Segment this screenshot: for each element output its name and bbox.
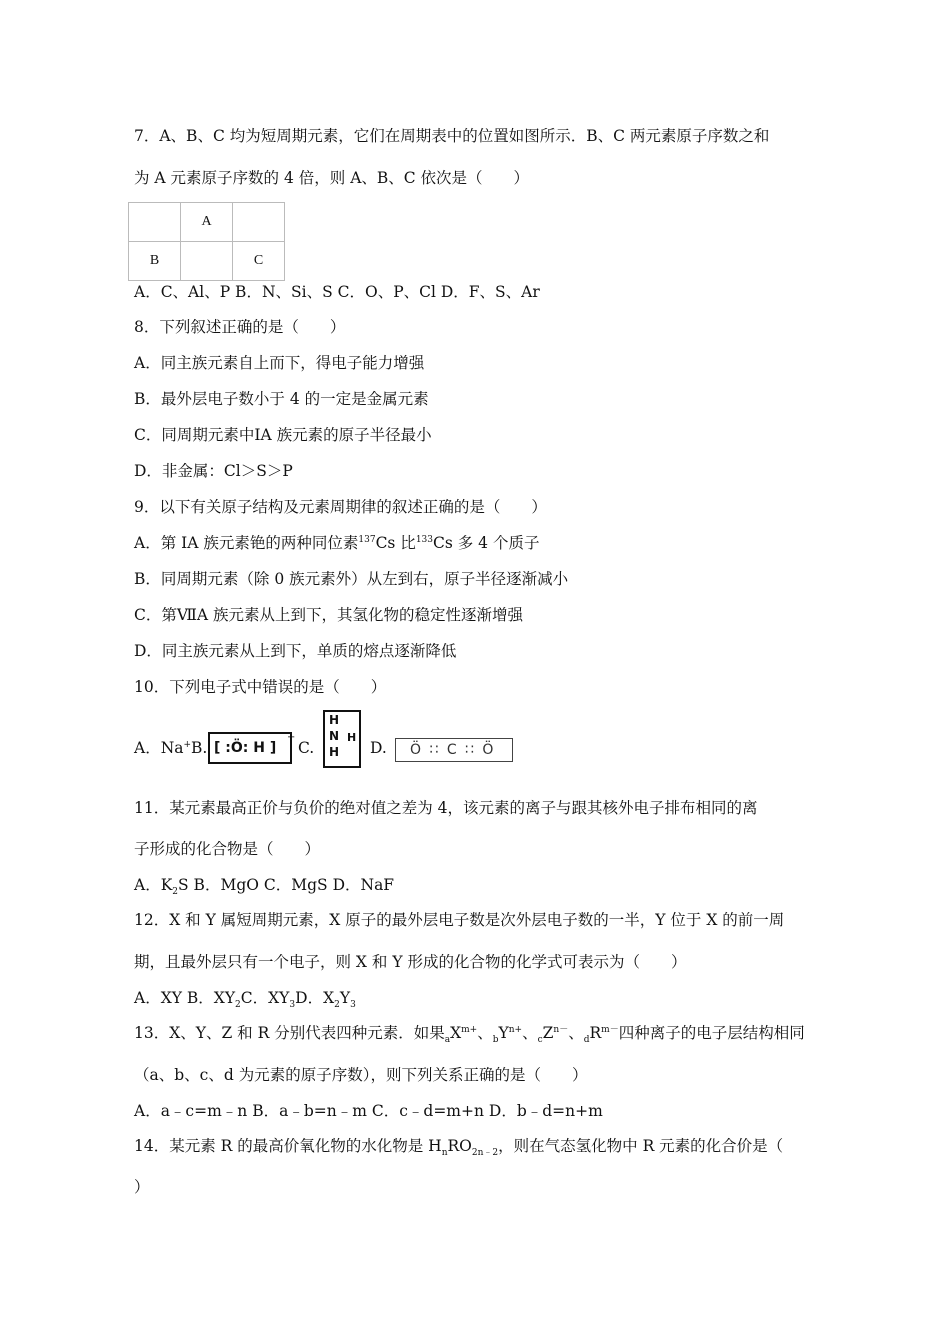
table-cell xyxy=(233,203,285,242)
atom-n: N xyxy=(329,729,340,743)
q11-stem-line2: 子形成的化合物是（ ） xyxy=(134,840,321,858)
q7-stem-line2: 为 A 元素原子序数的 4 倍，则 A、B、C 依次是（ ） xyxy=(134,169,530,187)
q9-option-b: B．同周期元素（除 0 族元素外）从左到右，原子半径逐渐减小 xyxy=(134,570,569,588)
ion-charge: n－ xyxy=(553,1024,569,1035)
q9-option-a xyxy=(134,533,539,553)
q13-text: 13．X、Y、Z 和 R 分别代表四种元素．如果 xyxy=(134,1024,445,1042)
q12-text: Y xyxy=(339,989,351,1007)
q7-stem-line1: 7．A、B、C 均为短周期元素，它们在周期表中的位置如图所示．B、C 两元素原子序数之和 xyxy=(134,127,770,145)
ion-symbol: Z xyxy=(542,1024,554,1042)
mass-number: 137 xyxy=(358,534,376,545)
q12-stem-line1: 12．X 和 Y 属短周期元素，X 原子的最外层电子数是次外层电子数的一半，Y 位于 X 的前一周 xyxy=(134,911,785,929)
atomic-number: b xyxy=(492,1035,499,1046)
q9-a-text: Cs 比 xyxy=(375,534,416,552)
q12-text: A．XY B．XY xyxy=(134,989,236,1007)
atomic-number: d xyxy=(583,1035,590,1046)
q11-text: S B．MgO C．MgS D．NaF xyxy=(178,876,395,894)
periodic-table-fragment xyxy=(128,202,285,281)
q13-stem-line2: （a、b、c、d 为元素的原子序数），则下列关系正确的是（ ） xyxy=(134,1066,588,1084)
q9-option-d: D．同主族元素从上到下，单质的熔点逐渐降低 xyxy=(134,642,457,660)
ion-charge: n+ xyxy=(508,1024,523,1035)
q11-text: A．K xyxy=(134,876,173,894)
ion-symbol: Y xyxy=(498,1024,509,1042)
ion-charge: m－ xyxy=(601,1024,619,1035)
q14-stem-line1 xyxy=(134,1136,784,1159)
mass-number: 133 xyxy=(415,534,433,545)
q12-options xyxy=(134,988,356,1011)
q8-option-c: C．同周期元素中ⅠA 族元素的原子半径最小 xyxy=(134,426,432,444)
co2-formula: Ö ∷ C ∷ Ö xyxy=(410,742,496,758)
ion-charge: m+ xyxy=(461,1024,478,1035)
subscript: n xyxy=(441,1148,448,1159)
q10-b-label: B. xyxy=(191,739,208,757)
charge-sign: + xyxy=(183,739,192,750)
ion-symbol: X xyxy=(450,1024,462,1042)
q8-stem: 8．下列叙述正确的是（ ） xyxy=(134,318,346,336)
q13-options: A．a﹣c=m﹣n B．a﹣b=n﹣m C．c﹣d=m+n D．b﹣d=n+m xyxy=(134,1102,603,1120)
q11-stem-line1: 11．某元素最高正价与负价的绝对值之差为 4，该元素的离子与跟其核外电子排布相同的离 xyxy=(134,799,758,817)
q8-option-b: B．最外层电子数小于 4 的一定是金属元素 xyxy=(134,390,429,408)
q10-c-label: C. xyxy=(298,739,315,757)
oh-formula: [ :Ö: H ] xyxy=(214,740,277,756)
table-cell xyxy=(129,203,181,242)
q10-option-a xyxy=(134,738,207,758)
subscript: 2 xyxy=(334,1000,340,1011)
q14-text: 14．某元素 R 的最高价氧化物的水化物是 H xyxy=(134,1137,442,1155)
table-cell xyxy=(181,242,233,281)
q10-a-label: A．Na xyxy=(134,739,184,757)
atomic-number: c xyxy=(537,1035,543,1046)
q13-text: 四种离子的电子层结构相同 xyxy=(618,1024,805,1042)
q9-a-text: Cs 多 4 个质子 xyxy=(433,534,540,552)
electron-formula-nh3 xyxy=(323,710,361,768)
q14-stem-line2: ） xyxy=(134,1178,150,1196)
subscript: 2 xyxy=(235,1000,241,1011)
q10-stem: 10．下列电子式中错误的是（ ） xyxy=(134,678,387,696)
q12-text: C．XY xyxy=(240,989,290,1007)
q12-stem-line2: 期，且最外层只有一个电子，则 X 和 Y 形成的化合物的化学式可表示为（ ） xyxy=(134,953,687,971)
q9-a-text: A．第 IA 族元素铯的两种同位素 xyxy=(134,534,359,552)
charge-sign: − xyxy=(287,732,296,743)
atom-h: H xyxy=(347,731,357,744)
subscript: 3 xyxy=(289,1000,296,1011)
table-cell-c: C xyxy=(233,242,285,281)
q13-stem-line1: 13．X、Y、Z 和 R 分别代表四种元素．如果$_aX^{m+}$、$_bY^{n+}$、$_cZ^{n-}$、$_dR^{m-}$四种离子的电子层结构相同 xyxy=(134,1024,805,1046)
q12-text: D．X xyxy=(295,989,335,1007)
q9-option-c: C．第ⅦA 族元素从上到下，其氢化物的稳定性逐渐增强 xyxy=(134,606,523,624)
ion-symbol: R xyxy=(589,1024,602,1042)
q9-stem: 9．以下有关原子结构及元素周期律的叙述正确的是（ ） xyxy=(134,498,547,516)
atom-h: H xyxy=(329,713,340,727)
q8-option-d: D．非金属：Cl＞S＞P xyxy=(134,462,293,480)
q14-text: RO xyxy=(447,1137,472,1155)
table-cell-a: A xyxy=(181,203,233,242)
subscript: 3 xyxy=(350,1000,356,1011)
q10-d-label: D. xyxy=(370,739,387,757)
q11-options xyxy=(134,875,395,898)
q8-option-a: A．同主族元素自上而下，得电子能力增强 xyxy=(134,354,425,372)
atom-h: H xyxy=(329,745,340,759)
subscript: 2n﹣2 xyxy=(471,1148,499,1159)
electron-formula-co2 xyxy=(395,738,513,762)
q14-text: ，则在气态氢化物中 R 元素的化合价是（ xyxy=(498,1137,784,1155)
electron-formula-oh xyxy=(208,732,292,764)
q7-options: A．C、Al、P B．N、Si、S C．O、P、Cl D．F、S、Ar xyxy=(134,283,540,301)
nh3-atoms xyxy=(329,712,339,760)
subscript: 2 xyxy=(172,887,179,898)
atomic-number: a xyxy=(444,1035,451,1046)
table-cell-b: B xyxy=(129,242,181,281)
